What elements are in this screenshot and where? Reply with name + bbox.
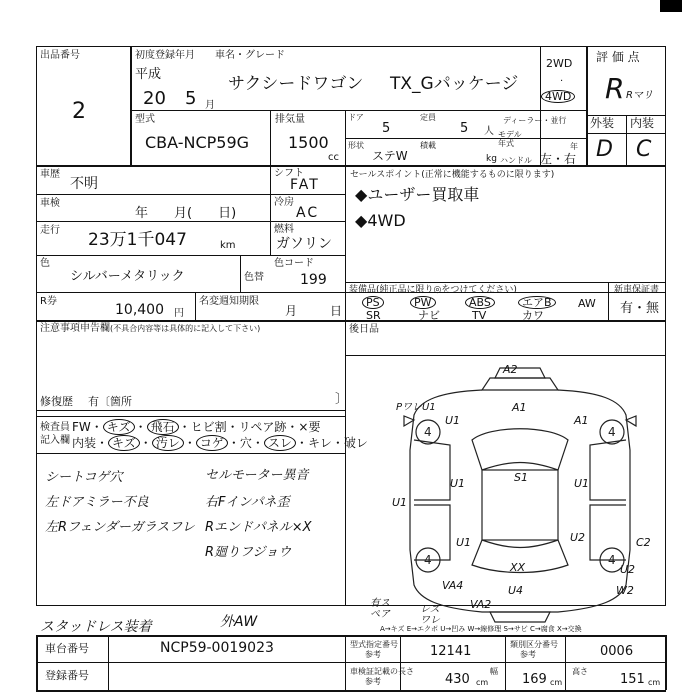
dealer-label: ディーラー・並行 [503,116,567,125]
drive-4wd: 4WD [541,90,575,103]
load-label: 積載 [420,141,436,150]
class-no: 0006 [600,644,634,659]
distance: 23万1千047 [88,230,187,250]
mark-u1-rear-door: U1 [456,536,472,549]
rating-label: 評 価 点 [596,50,640,64]
shape-label: 形状 [348,141,364,150]
shift-label: シフト [274,168,304,179]
mark-a1-right: A1 [574,414,589,427]
hand-note-left-3: 左Rフェンダーガラスフレ [45,520,195,535]
fuel: ガソリン [276,236,332,252]
mark-u1-door-right: U1 [574,477,590,490]
color-label: 色 [40,258,50,269]
rating-note: Rマリ [626,90,653,101]
equip-aw: AW [578,297,596,310]
car-name: サクシードワゴン [228,74,364,94]
rear-label: 後日品 [349,324,379,335]
mark-c2: C2 [636,536,651,549]
mark-wheel-rl: 4 [424,553,432,567]
person-unit: 人 [484,126,494,137]
interior-label: 内装 [630,116,655,130]
color: シルバーメタリック [70,269,185,284]
ac-label: 冷房 [274,197,294,208]
mark-wheel-fr: 4 [608,425,616,439]
class-sanko: 参考 [520,650,536,659]
model-no-sanko: 参考 [365,650,381,659]
ac: AC [296,205,320,221]
mark-va2: VA2 [470,598,492,611]
width-unit: cm [550,678,563,687]
first-reg-label: 初度登録年月 [135,50,195,61]
door-label: ドア [348,113,364,122]
title-day: 日 [330,304,343,318]
car-name-label: 車名・グレード [215,50,285,61]
equip-abs: ABS [465,296,495,309]
grade: TX_Gパッケージ [390,74,519,94]
month-unit: 月 [205,100,215,111]
equip-pw: PW [410,296,436,309]
equip-ps: PS [362,296,384,309]
height-label: 高さ [572,667,588,676]
yen-unit: 円 [174,308,184,319]
recycle: 10,400 [115,302,164,318]
hand-note-right-2: 右Fインパネ歪 [205,495,290,510]
corner-marker [660,0,682,12]
mark-u1-door-left: U1 [450,477,466,490]
exterior-label: 外装 [590,116,615,130]
month: 5 [185,88,197,109]
color-code-label: 色コード [274,258,314,269]
model-label: 型式 [135,114,155,125]
mark-u2-right: U2 [620,563,636,576]
reg-label: 登録番号 [45,669,89,682]
equipment-label: 装備品(純正品に限り◎をつけてください) [349,285,517,295]
repair-value: 有〔箇所 [88,395,132,408]
title-label: 名変週知期限 [199,296,259,307]
door: 5 [382,121,391,136]
height: 151 [620,672,645,687]
shape: ステW [372,149,408,163]
equip-tv: TV [472,309,487,322]
width-label: 幅 [490,667,498,676]
studless-aw: 外AW [220,614,258,630]
caution-label: 注意事項申告欄 [40,323,110,334]
kg-unit: kg [486,154,497,164]
mark-u1-front-left: U1 [445,414,461,427]
inspect-row-1: FW・ キズ ・ 飛石 ・ヒビ割・リペア跡・×要 [72,420,321,434]
model-year-label: モデル年式 [498,130,522,148]
capacity: 5 [460,121,469,136]
handle: 左・右 [540,152,577,166]
inspection: 年 月( 日) [135,206,237,221]
chassis: NCP59-0019023 [160,640,274,656]
mark-u2-rear-right: U2 [570,531,586,544]
color-code: 199 [300,272,327,288]
class-label: 類別区分番号 [510,640,558,649]
mark-spare: 有スペア [370,598,390,620]
inspection-label: 車検 [40,198,60,209]
hand-note-right-4: R廻りフジョウ [205,545,292,560]
mark-lens-ware: レズワレ [420,604,440,626]
studless-note: スタッドレス装着 [40,619,152,635]
equip-leather: カワ [522,309,544,322]
sales-points-label: セールスポイント(正常に機能するものに限ります) [350,170,555,180]
inspect-row-2: 内装・ キズ ・ 汚レ ・ コゲ ・穴・ スレ ・キレ・破レ [72,436,368,450]
recycle-label: R券 [40,296,57,307]
fuel-label: 燃料 [274,224,294,235]
warranty-label: 新車保証書 [614,285,660,295]
length: 430 [445,672,470,687]
mark-s1-roof: S1 [514,471,528,484]
length-sanko: 参考 [365,677,381,686]
length-unit: cm [476,678,489,687]
mark-va4: VA4 [442,579,464,592]
repair-label: 修復歴 [40,395,73,408]
capacity-label: 定員 [420,113,436,122]
exterior-grade: D [596,137,613,162]
interior-grade: C [636,137,652,162]
caution-sub: (不具合内容等は具体的に記入して下さい) [110,324,261,333]
year: 20 [143,88,166,109]
km-unit: km [220,240,236,251]
history-label: 車歴 [40,169,60,180]
model-no: 12141 [430,644,472,659]
year-unit: 年 [570,142,578,151]
mark-a1-center: A1 [512,401,527,414]
title-month: 月 [285,304,298,318]
lot-no-label: 出品番号 [40,50,80,61]
diagram-legend: A→キズ E→エクボ U→凹み W→線修理 S→サビ C→腐食 X→交換 [380,625,582,633]
width: 169 [522,672,547,687]
warranty: 有・無 [620,301,660,316]
hand-note-right-1: セルモーター異音 [205,468,309,483]
repair-close: 〕 [335,392,349,407]
hand-note-right-3: Rエンドパネル×X [205,520,312,535]
lot-no: 2 [72,99,86,124]
drive-dot: · [560,76,564,87]
model-no-label: 型式指定番号 [350,640,398,649]
length-label: 車検証記載の長さ [350,667,414,676]
distance-label: 走行 [40,225,60,236]
shift: FAT [290,177,320,193]
equip-airbag: エアB [518,296,556,309]
mark-u4: U4 [508,584,524,597]
mark-wheel-rr: 4 [608,553,616,567]
hand-note-left-2: 左ドアミラー不良 [45,495,149,510]
mark-a2-top: A2 [503,363,518,376]
height-unit: cm [648,678,661,687]
mark-u1-rear-left: U1 [392,496,408,509]
mark-xx: XX [510,561,526,574]
sales-point-2: ◆4WD [355,211,406,230]
mark-wheel-fl: 4 [424,425,432,439]
chassis-label: 車台番号 [45,642,89,655]
sales-point-1: ◆ユーザー買取車 [355,185,480,204]
history: 不明 [70,176,98,192]
equip-sr: SR [366,309,381,322]
cc-unit: cc [328,152,339,163]
handle-label: ハンドル [500,156,532,165]
drive-2wd: 2WD [546,57,573,70]
displacement: 1500 [288,133,329,152]
color-change-label: 色替 [244,272,264,283]
mark-w2: W2 [616,584,634,597]
model: CBA-NCP59G [145,133,250,152]
mark-p-ware: PワレU1 [396,402,436,413]
rating: R [605,72,625,105]
displacement-label: 排気量 [275,114,305,125]
era: 平成 [135,67,162,82]
hand-note-left-1: シートコゲ穴 [45,470,123,485]
inspector-label: 検査員記入欄 [40,422,70,446]
equip-navi: ナビ [418,309,440,322]
